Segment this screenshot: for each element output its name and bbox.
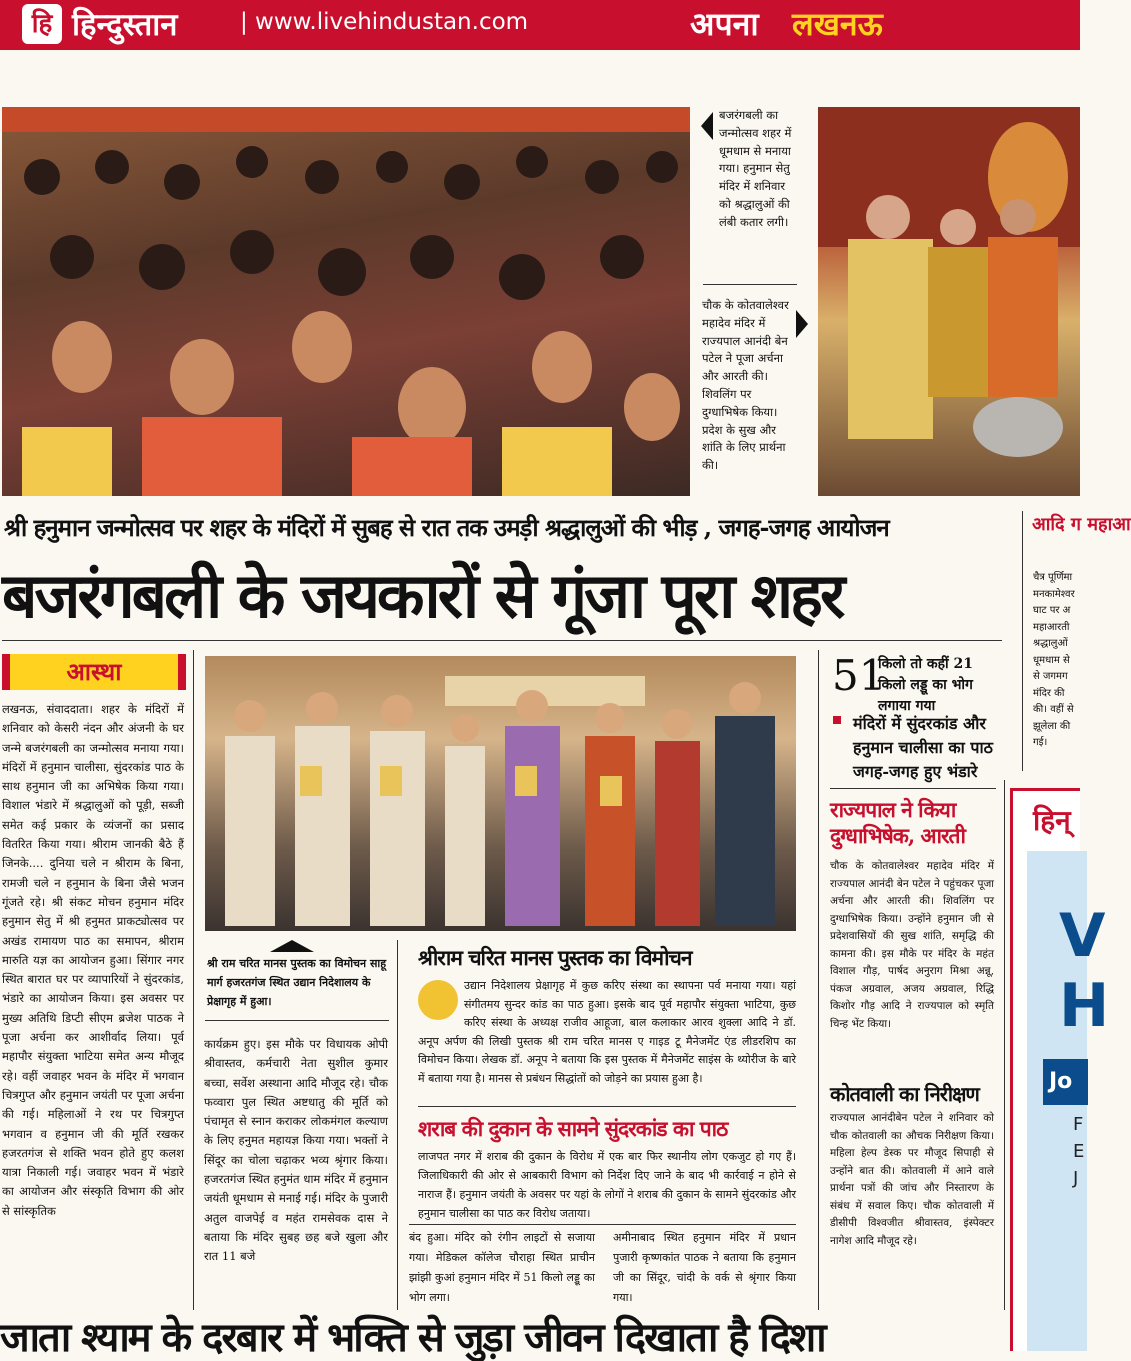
caption-pointer-right-icon (796, 310, 808, 338)
column-divider (818, 650, 819, 1310)
section-divider (830, 788, 996, 789)
ad-bar: Jo (1043, 1059, 1088, 1105)
bullet-icon (833, 716, 841, 724)
side-story-heading: आदि ग महाआ (1032, 514, 1131, 535)
governor-pooja-photo (818, 107, 1080, 496)
ad-small-text: F E J (1073, 1114, 1085, 1189)
icon-spacer (418, 977, 464, 1023)
newspaper-name: हिन्दुस्तान (72, 7, 178, 43)
stat-text: किलो तो कहीं 21 किलो लड्डू का भोग लगाया गया (878, 656, 974, 714)
newspaper-logo-icon: हि (22, 4, 62, 44)
kotwali-story: राज्यपाल आनंदीबेन पटेल ने शनिवार को चौक कोतवाली का औचक निरीक्षण किया। महिला हेल्प डेस्क पर मौजूद सिपाही से उन्होंने बात की। कोतवाली में आने वाले प्रार्थना पत्रों की जांच और निस्तारण के संबंध में सवाल किए। चौक कोतवाली में डीसीपी विश्वजीत श्रीवास्तव, इंस्पेक्टर नागेश आदि मौजूद रहे। (830, 1112, 994, 1247)
caption-divider (205, 1020, 389, 1021)
crowd-photo-illustration (2, 107, 690, 496)
crowd-photo (2, 107, 690, 496)
subheading-book-launch: श्रीराम चरित मानस पुस्तक का विमोचन (418, 945, 692, 970)
book-launch-story (418, 977, 796, 1099)
ad-brand-text: हिन् (1033, 804, 1071, 837)
subheading-kotwali: कोतवाली का निरीक्षण (830, 1082, 979, 1106)
column-divider (397, 940, 398, 1310)
book-launch-photo (205, 656, 796, 931)
caption-pointer-up-icon (270, 940, 314, 952)
story-column-1: लखनऊ, संवाददाता। शहर के मंदिरों में शनिवार को केसरी नंदन और अंजनी के घर जन्मे बजरंगबली का जन्मोत्सव मनाया गया। मंदिरों में हनुमान चालीसा, सुंदरकांड पाठ के साथ हनुमान जी का अभिषेक किया गया। विशाल भंडारे में श्रद्धालुओं को पूड़ी, सब्जी समेत कई प्रकार के व्यंजनों का प्रसाद वितरित किया गया। श्रीराम जानकी बैठे हैं जिनके.... दुनिया चले न श्रीराम के बिना, रामजी चले न हनुमान के बिना जैसे भजन गूंजते रहे। श्री संकट मोचन हनुमान मंदिर हनुमान सेतु में श्री हनुमत प्राकट्योत्सव पर अखंड रामायण पाठ का समापन, श्रीराम मारुति यज्ञ का आयोजन हुआ। सिंगार नगर स्थित बारात घर पर व्यापारियों ने सुंदरकांड, भंडारे का आयोजन किया। इस अवसर पर मुख्य अतिथि डिप्टी सीएम ब्रजेश पाठक ने पूजा अर्चना कर आशीर्वाद लिया। पूर्व महापौर संयुक्ता भाटिया समेत अन्य मौजूद रहे। वहीं जवाहर भवन के मंदिर में भगवान चित्रगुप्त और हनुमान जयंती पर पूजा अर्चना की गई। महिलाओं ने रथ पर चित्रगुप्त भगवान व हनुमान जी की मूर्ति रखकर हजरतगंज से शक्ति भवन होते हुए कलश यात्रा निकाली गई। जवाहर भवन में भंडारे का आयोजन और संस्कृति विभाग की ओर से सांस्कृतिक (2, 702, 184, 1218)
main-headline: बजरंगबली के जयकारों से गूंजा पूरा शहर (2, 559, 843, 632)
column-divider (193, 650, 194, 1310)
story-continuation-right: अमीनाबाद स्थित हनुमान मंदिर में प्रधान पुजारी कृष्णकांत पाठक ने बताया कि हनुमान जी का सिंदूर, चांदी के वर्क से श्रृंगार किया गया। (613, 1231, 796, 1304)
next-story-headlines: जाता श्याम के दरबार में भक्ति से जुड़ा जीवन दिखाता है दिशा (0, 1314, 825, 1361)
liquor-shop-story: लाजपत नगर में शराब की दुकान के विरोध में एक बार फिर स्थानीय लोग एकजुट हो गए हैं। जिलाधिकारी की ओर से आबकारी विभाग को निर्देश दिए जाने के बाद भी कार्रवाई न होने से नाराज हैं। हनुमान जयंती के अवसर पर यहां के लोगों ने शराब की दुकान के सामने सुंदरकांड और हनुमान चालीसा का पाठ कर विरोध जताया। (418, 1150, 796, 1220)
book-launch-photo-illustration (205, 656, 796, 931)
section-tag: आस्था (2, 654, 186, 690)
section-title-part2: लखनऊ (792, 5, 883, 43)
column-divider (1004, 780, 1005, 1310)
website-url: | www.livehindustan.com (240, 9, 529, 35)
column-divider (1022, 511, 1023, 771)
caption-divider (703, 284, 797, 285)
caption-pointer-left-icon (701, 112, 713, 140)
side-story-body: चैत्र पूर्णिमा मनकामेश्वर घाट पर अ महाआरती श्रद्धालुओं धूमधाम से से जगमग मंदिर की की। वहीं से झूलेला की गई। (1033, 572, 1075, 748)
headline-divider (2, 640, 1002, 641)
advertisement (1010, 788, 1110, 1351)
book-launch-caption: श्री राम चरित मानस पुस्तक का विमोचन साहू मार्ग हजरतगंज स्थित उद्यान निदेशालय के प्रेक्षागृह में हुआ। (207, 957, 387, 1008)
story-continuation-left: बंद हुआ। मंदिर को रंगीन लाइटों से सजाया गया। मेडिकल कॉलेज चौराहा स्थित प्राचीन झांझी कुआं हनुमान मंदिर में 51 किलो लड्डू का भोग लगा। (409, 1231, 595, 1304)
section-divider (418, 1106, 796, 1107)
pooja-photo-illustration (818, 107, 1080, 496)
governor-story: चौक के कोतवालेश्वर महादेव मंदिर में राज्यपाल आनंदी बेन पटेल ने पहुंचकर पूजा अर्चना और आरती की। शिवलिंग पर दुग्धाभिषेक किया। उन्होंने हनुमान जी से प्रदेशवासियों की सुख शांति, समृद्धि की कामना की। इस मौके पर मंदिर के महंत विशाल गौड़, पार्षद अनुराग मिश्रा अन्नू, पंकज अग्रवाल, अजय अग्रवाल, रिद्धि किशोर गौड़ आदि ने राज्यपाल को स्मृति चिन्ह भेंट किया। (830, 860, 994, 1030)
section-title-part1: अपना (690, 5, 759, 43)
stat-number: 51 (832, 651, 886, 700)
ad-big-letters: V H (1059, 901, 1110, 1041)
story-column-2: कार्यक्रम हुए। इस मौके पर विधायक ओपी श्रीवास्तव, कर्मचारी नेता सुशील कुमार बच्चा, सर्वेश अस्थाना आदि मौजूद रहे। चौक फव्वारा पुल स्थित अष्टधातु की मूर्ति को पंचामृत से स्नान कराकर लोकमंगल कल्याण के लिए हनुमत महायज्ञ किया गया। भक्तों ने सिंदूर का चोला चढ़ाकर भव्य श्रृंगार किया। हजरतगंज स्थित हनुमंत धाम मंदिर में हनुमान जयंती धूमधाम से मनाई गई। मंदिर के पुजारी अतुल वाजपेई व महंत रामसेवक दास ने बताया कि मंदिर सुबह छह बजे खुला और रात 11 बजे (204, 1037, 388, 1264)
subheading-governor: राज्यपाल ने किया दुग्धाभिषेक, आरती (830, 797, 965, 848)
pooja-photo-caption: चौक के कोतवालेश्वर महादेव मंदिर में राज्यपाल आनंदी बेन पटेल ने पूजा अर्चना और आरती की। शिवलिंग पर दुग्धाभिषेक किया। प्रदेश के सुख और शांति के लिए प्रार्थना की। (702, 298, 789, 473)
book-launch-story-text: उद्यान निदेशालय प्रेक्षागृह में कुछ करिए संस्था का स्थापना पर्व मनाया गया। यहां संगीतमय सुन्दर कांड का पाठ हुआ। इसके बाद पूर्व महापौर संयुक्ता भाटिया, कुछ करिए संस्था के अध्यक्ष राजीव आहूजा, बाल कलाकार आरव शुक्ला आदि ने डॉ. अनूप अर्पण की लिखी पुस्तक श्री राम चरित मानस ए गाइड टू मैनेजमेंट एंड लीडरशिप का विमोचन किया। लेखक डॉ. अनूप ने बताया कि इस पुस्तक में मैनेजमेंट साइंस के थ्योरीज के बारे में बताया गया है। मानस से प्रबंधन सिद्धांतों को जोड़ने का प्रयास हुआ है। (418, 979, 796, 1085)
section-divider (409, 1224, 796, 1225)
highlight-text: मंदिरों में सुंदरकांड और हनुमान चालीसा का पाठ जगह-जगह हुए भंडारे (853, 714, 993, 781)
subheading-liquor-shop: शराब की दुकान के सामने सुंदरकांड का पाठ (418, 1116, 728, 1141)
crowd-photo-caption: बजरंगबली का जन्मोत्सव शहर में धूमधाम से मनाया गया। हनुमान सेतु मंदिर में शनिवार को श्रद्धालुओं की लंबी कतार लगी। (719, 108, 792, 229)
headline-kicker: श्री हनुमान जन्मोत्सव पर शहर के मंदिरों में सुबह से रात तक उमड़ी श्रद्धालुओं की भीड़ , जगह-जगह आयोजन (4, 513, 889, 542)
